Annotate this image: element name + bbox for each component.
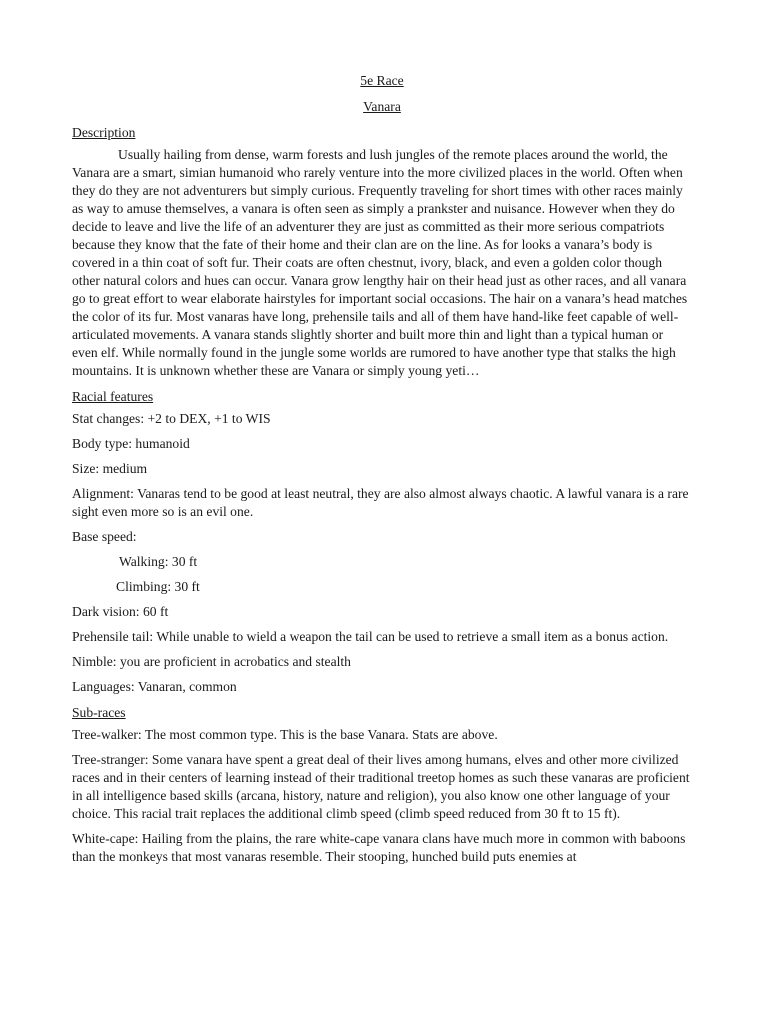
climbing-speed: Climbing: 30 ft	[116, 579, 200, 594]
alignment: Alignment: Vanaras tend to be good at least neutral, they are also almost always chaotic. A lawful vanara is a rare sight even more so is an evil one.	[72, 486, 689, 519]
doc-title-line2: Vanara	[363, 99, 401, 114]
dark-vision: Dark vision: 60 ft	[72, 604, 169, 619]
prehensile-tail: Prehensile tail: While unable to wield a weapon the tail can be used to retrieve a small item as a bonus action.	[72, 629, 669, 644]
subraces-heading: Sub-races	[72, 705, 126, 720]
body-type: Body type: humanoid	[72, 436, 190, 451]
description-heading: Description	[72, 125, 136, 140]
walking-speed: Walking: 30 ft	[119, 554, 198, 569]
doc-title-line1: 5e Race	[360, 73, 404, 88]
nimble: Nimble: you are proficient in acrobatics and stealth	[72, 654, 351, 669]
subrace-tree-stranger: Tree-stranger: Some vanara have spent a great deal of their lives among humans, elves and other more civilized races and in their centers of learning instead of their traditional treetop homes as such these vanaras are proficient in all intelligence based skills (arcana, history, nature and religion), you also know one other language of your choice. This racial trait replaces the additional climb speed (climb speed reduced from 30 ft to 15 ft).	[72, 752, 690, 821]
subrace-tree-walker: Tree-walker: The most common type. This is the base Vanara. Stats are above.	[72, 727, 498, 742]
base-speed: Base speed:	[72, 529, 137, 544]
description-paragraph: Usually hailing from dense, warm forests and lush jungles of the remote places around the world, the Vanara are a smart, simian humanoid who rarely venture into the more civilized places in the world. Often when they do they are not adventurers but simply curious. Frequently traveling for short times with other races mainly as way to amuse themselves, a vanara is often seen as simply a prankster and nuisance. However when they do decide to leave and live the life of an adventurer they are just as committed as their more serious compatriots because they know that the fate of their home and their clan are on the line. As for looks a vanara’s body is covered in a thin coat of soft fur. Their coats are often chestnut, ivory, black, and even a golden color though other natural colors and hues can occur. Vanara grow lengthy hair on their head just as other races, and all vanara go to great effort to wear elaborate hairstyles for important social occasions. The hair on a vanara’s head matches the color of its fur. Most vanaras have long, prehensile tails and all of them have hand-like feet capable of well-articulated movements. A vanara stands slightly shorter and built more thin and light than a typical human or even elf. While normally found in the jungle some worlds are rumored to have another type that stalks the high mountains. It is unknown whether these are Vanara or simply young yeti…	[72, 147, 688, 378]
languages: Languages: Vanaran, common	[72, 679, 237, 694]
subrace-white-cape: White-cape: Hailing from the plains, the rare white-cape vanara clans have much more in common with baboons than the monkeys that most vanaras resemble. Their stooping, hunched build puts enemies at	[72, 831, 686, 864]
size: Size: medium	[72, 461, 148, 476]
stat-changes: Stat changes: +2 to DEX, +1 to WIS	[72, 411, 271, 426]
racial-features-heading: Racial features	[72, 389, 154, 404]
